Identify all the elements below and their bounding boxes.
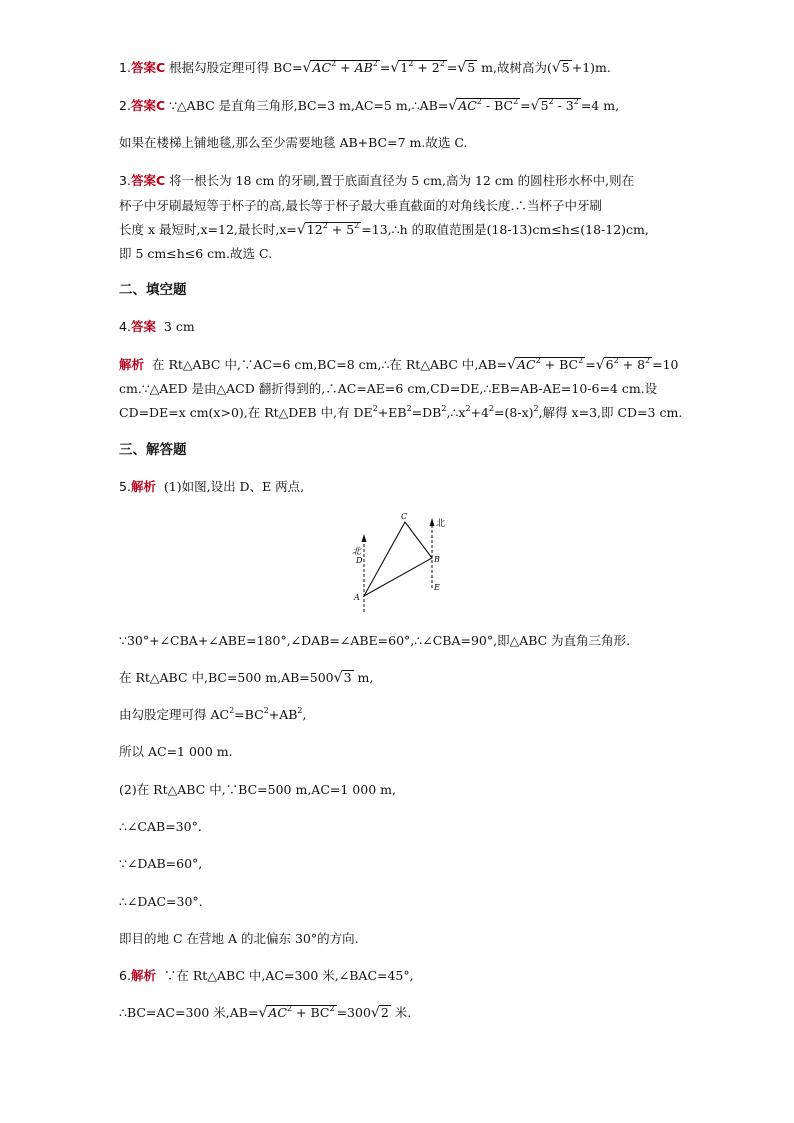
analysis-6: 6.解析 ∵在 Rt△ABC 中,AC=300 米,∠BAC=45°, [119, 968, 414, 983]
analysis-5-line9: 即目的地 C 在营地 A 的北偏东 30°的方向. [119, 931, 359, 946]
analysis-5-line7: ∵∠DAB=60°, [119, 856, 203, 871]
analysis-5-line1: ∵30°+∠CBA+∠ABE=180°,∠DAB=∠ABE=60°,∴∠CBA=90°,即△ABC 为直角三角形. [119, 633, 631, 648]
answer-3-line4: 即 5 cm≤h≤6 cm.故选 C. [119, 246, 273, 261]
label-c: C [401, 512, 408, 521]
analysis-5-line5: (2)在 Rt△ABC 中,∵BC=500 m,AC=1 000 m, [119, 782, 396, 797]
analysis-5-line6: ∴∠CAB=30°. [119, 819, 202, 834]
analysis-4: 解析 在 Rt△ABC 中,∵AC=6 cm,BC=8 cm,∴在 Rt△ABC 中$,AB=√AC^2 + BC^2 =√6^2 + 8^2 =10$ [119, 356, 679, 373]
answer-3-line2: 杯子中牙刷最短等于杯子的高,最长等于杯子最大垂直截面的对角线长度.∴当杯子中牙刷 [119, 198, 602, 213]
label-d: D [356, 556, 363, 565]
label-north-b: 北 [436, 519, 446, 529]
analysis-5-line8: ∴∠DAC=30°. [119, 894, 203, 909]
label-north-a: 北 [352, 547, 362, 557]
section-solutions: 三、解答题 [119, 442, 187, 458]
analysis-4-line2: cm.∵△AED 是由△ACD 翻折得到的,∴AC=AE=6 cm,CD=DE,∴EB=AB-AE=10-6=4 cm.设 [119, 381, 658, 396]
section-fill-in: 二、填空题 [119, 282, 187, 298]
answer-2: 2.答案C ∵△ABC 是直角三角形,BC=3 m,AC=5 $m,\therefore AB=√AC^2 - BC^2 =√5^2 - 3^2 =4$ m, [119, 97, 620, 114]
analysis-5-line3: 由勾股定理可得 $AC^2=BC^2+AB^2$, [119, 706, 307, 722]
analysis-6-line2: ∴BC=AC=300 米$,AB=√AC^2 + BC^2 =300√2$ 米. [119, 1004, 412, 1021]
analysis-5: 5.解析 (1)如图,设出 D、E 两点, [119, 479, 305, 494]
label-e: E [434, 583, 440, 592]
label-b: B [434, 555, 440, 564]
answer-1: 1.答案C 根据勾股定理可得 $BC=√AC^2 + AB^2 =√1^2 + 2^2 =√5$ m,故树高为(√5 +1)m. [119, 59, 611, 76]
triangle-figure [350, 510, 460, 615]
answer-3-line3: 长度 x 最短时,x=12,最长时$,x=√12^2 + 5^2$ =13,∴h 的取值范围是(18-13)cm≤h≤(18-12)cm, [119, 221, 649, 238]
analysis-5-line4: 所以 AC=1 000 m. [119, 744, 233, 759]
answer-4: 4.答案 3 cm [119, 319, 195, 334]
label-a: A [354, 593, 360, 602]
analysis-5-line2: 在 Rt△ABC 中,BC=500 m,AB=500√3 m, [119, 670, 374, 686]
answer-3: 3.答案C 将一根长为 18 cm 的牙刷,置于底面直径为 5 cm,高为 12 cm 的圆柱形水杯中,则在 [119, 173, 635, 188]
analysis-4-line3: CD=DE=x cm(x>0),在 Rt△DEB 中,有 $DE^2+EB^2=DB^2,\therefore x^2+4^2=(8-x)^2$,解得 x=3,即 CD=3 cm. [119, 404, 683, 420]
answer-2-line2: 如果在楼梯上铺地毯,那么至少需要地毯 AB+BC=7 m.故选 C. [119, 135, 468, 150]
